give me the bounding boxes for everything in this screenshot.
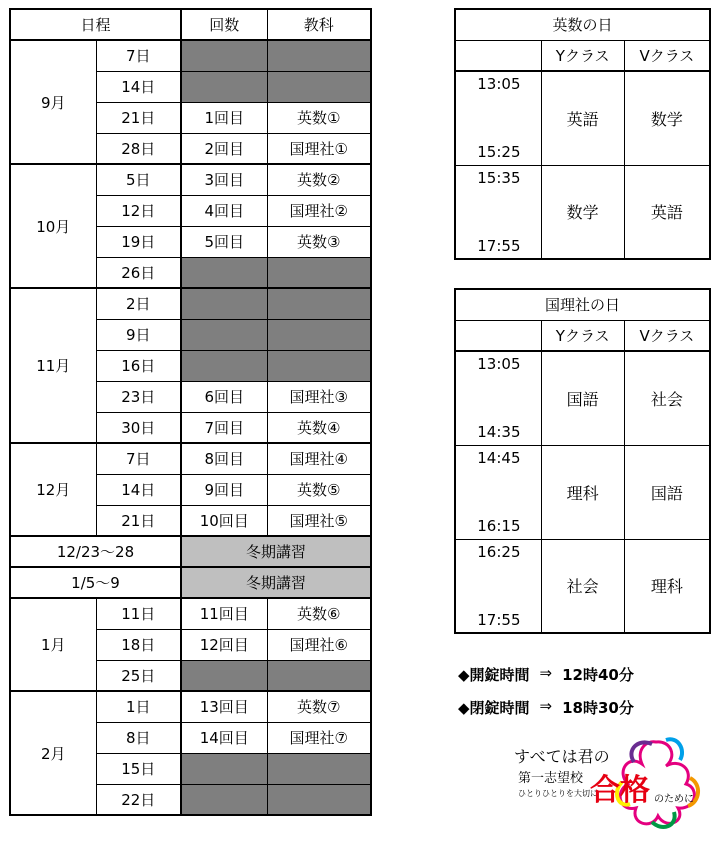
month-label: 1月 bbox=[10, 598, 96, 691]
period-end: 17:55 bbox=[477, 236, 521, 255]
eisu-day-table bbox=[454, 8, 711, 260]
day-cell: 19日 bbox=[96, 226, 181, 257]
count-cell: 7回目 bbox=[181, 412, 267, 443]
day-cell: 25日 bbox=[96, 660, 181, 691]
winter-course-label: 冬期講習 bbox=[181, 567, 371, 598]
class-y-subject: 数学 bbox=[541, 165, 624, 259]
count-cell: 8回目 bbox=[181, 443, 267, 474]
class-v-header: Vクラス bbox=[624, 320, 710, 351]
winter-course-range: 1/5～9 bbox=[10, 567, 181, 598]
timetable-header-blank bbox=[455, 40, 541, 71]
count-cell bbox=[181, 40, 267, 71]
day-cell: 11日 bbox=[96, 598, 181, 629]
subject-cell bbox=[267, 350, 371, 381]
period-time bbox=[455, 445, 541, 539]
period-end: 14:35 bbox=[477, 423, 521, 442]
period-start: 13:05 bbox=[477, 355, 521, 374]
day-cell: 8日 bbox=[96, 722, 181, 753]
period-end: 17:55 bbox=[477, 610, 521, 629]
subject-cell: 国理社③ bbox=[267, 381, 371, 412]
logo-big: 合格 bbox=[590, 774, 650, 807]
count-cell: 4回目 bbox=[181, 195, 267, 226]
period-end: 15:25 bbox=[477, 143, 521, 162]
schedule-row bbox=[10, 164, 371, 195]
class-y-subject: 国語 bbox=[541, 351, 624, 445]
subject-cell bbox=[267, 288, 371, 319]
subject-cell bbox=[267, 71, 371, 102]
timetable-period-row bbox=[455, 539, 710, 633]
class-v-subject: 国語 bbox=[624, 445, 710, 539]
timetable-title-row bbox=[455, 289, 710, 320]
logo-line2: 第一志望校 bbox=[518, 770, 584, 785]
period-time bbox=[455, 539, 541, 633]
door-open-label: ◆開錠時間 bbox=[458, 666, 530, 684]
door-close-time bbox=[458, 697, 634, 718]
class-y-subject: 英語 bbox=[541, 71, 624, 165]
count-cell: 2回目 bbox=[181, 133, 267, 164]
month-label: 2月 bbox=[10, 691, 96, 815]
subject-cell: 英数④ bbox=[267, 412, 371, 443]
class-v-header: Vクラス bbox=[624, 40, 710, 71]
subject-cell: 国理社⑦ bbox=[267, 722, 371, 753]
day-cell: 2日 bbox=[96, 288, 181, 319]
schedule-row bbox=[10, 691, 371, 722]
count-cell: 14回目 bbox=[181, 722, 267, 753]
class-y-subject: 理科 bbox=[541, 445, 624, 539]
count-cell: 12回目 bbox=[181, 629, 267, 660]
door-open-time bbox=[458, 664, 634, 685]
day-cell: 14日 bbox=[96, 474, 181, 505]
count-cell: 13回目 bbox=[181, 691, 267, 722]
count-cell: 10回目 bbox=[181, 505, 267, 536]
header-subject: 教科 bbox=[267, 9, 371, 40]
day-cell: 30日 bbox=[96, 412, 181, 443]
timetable-period-row bbox=[455, 71, 710, 165]
subject-cell: 国理社⑥ bbox=[267, 629, 371, 660]
count-cell: 11回目 bbox=[181, 598, 267, 629]
winter-course-label: 冬期講習 bbox=[181, 536, 371, 567]
month-label: 9月 bbox=[10, 40, 96, 164]
count-cell: 9回目 bbox=[181, 474, 267, 505]
day-cell: 26日 bbox=[96, 257, 181, 288]
count-cell bbox=[181, 288, 267, 319]
schedule-row bbox=[10, 288, 371, 319]
period-time bbox=[455, 71, 541, 165]
timetable-period-row bbox=[455, 351, 710, 445]
subject-cell bbox=[267, 753, 371, 784]
count-cell bbox=[181, 257, 267, 288]
subject-cell: 国理社④ bbox=[267, 443, 371, 474]
timetable-title: 英数の日 bbox=[455, 9, 710, 40]
count-cell: 1回目 bbox=[181, 102, 267, 133]
month-label: 11月 bbox=[10, 288, 96, 443]
class-v-subject: 理科 bbox=[624, 539, 710, 633]
day-cell: 28日 bbox=[96, 133, 181, 164]
timetable-period-row bbox=[455, 165, 710, 259]
day-cell: 15日 bbox=[96, 753, 181, 784]
count-cell bbox=[181, 784, 267, 815]
day-cell: 21日 bbox=[96, 102, 181, 133]
day-cell: 9日 bbox=[96, 319, 181, 350]
subject-cell bbox=[267, 257, 371, 288]
period-start: 15:35 bbox=[477, 168, 521, 187]
subject-cell: 英数⑥ bbox=[267, 598, 371, 629]
day-cell: 5日 bbox=[96, 164, 181, 195]
kokuri-day-table bbox=[454, 288, 711, 634]
schedule-row bbox=[10, 40, 371, 71]
subject-cell: 国理社① bbox=[267, 133, 371, 164]
header-date: 日程 bbox=[10, 9, 181, 40]
subject-cell bbox=[267, 784, 371, 815]
winter-course-row bbox=[10, 536, 371, 567]
day-cell: 7日 bbox=[96, 40, 181, 71]
subject-cell bbox=[267, 319, 371, 350]
subject-cell bbox=[267, 40, 371, 71]
subject-cell: 英数⑤ bbox=[267, 474, 371, 505]
count-cell: 5回目 bbox=[181, 226, 267, 257]
timetable-header-row bbox=[455, 320, 710, 351]
subject-cell: 英数⑦ bbox=[267, 691, 371, 722]
logo-line1: すべては君の bbox=[514, 749, 610, 766]
schedule-table bbox=[9, 8, 372, 816]
count-cell bbox=[181, 350, 267, 381]
timetable-header-row bbox=[455, 40, 710, 71]
class-y-header: Yクラス bbox=[541, 40, 624, 71]
count-cell bbox=[181, 71, 267, 102]
period-start: 14:45 bbox=[477, 449, 521, 467]
winter-course-row bbox=[10, 567, 371, 598]
door-open-value: 12時40分 bbox=[562, 666, 634, 684]
month-label: 10月 bbox=[10, 164, 96, 288]
count-cell bbox=[181, 660, 267, 691]
school-logo bbox=[506, 732, 706, 832]
count-cell bbox=[181, 319, 267, 350]
period-end: 16:15 bbox=[477, 517, 521, 535]
subject-cell: 国理社② bbox=[267, 195, 371, 226]
winter-course-range: 12/23～28 bbox=[10, 536, 181, 567]
logo-line3: ひとりひとりを大切に bbox=[518, 789, 598, 798]
subject-cell: 国理社⑤ bbox=[267, 505, 371, 536]
period-start: 16:25 bbox=[477, 542, 521, 561]
period-time bbox=[455, 351, 541, 445]
header-count: 回数 bbox=[181, 9, 267, 40]
class-v-subject: 社会 bbox=[624, 351, 710, 445]
subject-cell: 英数① bbox=[267, 102, 371, 133]
timetable-header-blank bbox=[455, 320, 541, 351]
day-cell: 12日 bbox=[96, 195, 181, 226]
timetable-title-row bbox=[455, 9, 710, 40]
class-v-subject: 英語 bbox=[624, 165, 710, 259]
day-cell: 22日 bbox=[96, 784, 181, 815]
class-y-header: Yクラス bbox=[541, 320, 624, 351]
period-start: 13:05 bbox=[477, 75, 521, 94]
timetable-title: 国理社の日 bbox=[455, 289, 710, 320]
door-close-label: ◆閉錠時間 bbox=[458, 699, 530, 717]
day-cell: 23日 bbox=[96, 381, 181, 412]
right-arrow-icon: ⇒ bbox=[539, 664, 553, 682]
schedule-row bbox=[10, 443, 371, 474]
period-time bbox=[455, 165, 541, 259]
month-label: 12月 bbox=[10, 443, 96, 536]
day-cell: 14日 bbox=[96, 71, 181, 102]
day-cell: 7日 bbox=[96, 443, 181, 474]
schedule-row bbox=[10, 598, 371, 629]
door-close-value: 18時30分 bbox=[562, 699, 634, 717]
day-cell: 18日 bbox=[96, 629, 181, 660]
schedule-header-row bbox=[10, 9, 371, 40]
logo-small: のために bbox=[654, 794, 694, 805]
class-y-subject: 社会 bbox=[541, 539, 624, 633]
day-cell: 21日 bbox=[96, 505, 181, 536]
subject-cell: 英数② bbox=[267, 164, 371, 195]
timetable-period-row bbox=[455, 445, 710, 539]
count-cell: 3回目 bbox=[181, 164, 267, 195]
day-cell: 16日 bbox=[96, 350, 181, 381]
right-arrow-icon: ⇒ bbox=[539, 697, 553, 715]
class-v-subject: 数学 bbox=[624, 71, 710, 165]
count-cell bbox=[181, 753, 267, 784]
subject-cell: 英数③ bbox=[267, 226, 371, 257]
subject-cell bbox=[267, 660, 371, 691]
count-cell: 6回目 bbox=[181, 381, 267, 412]
day-cell: 1日 bbox=[96, 691, 181, 722]
